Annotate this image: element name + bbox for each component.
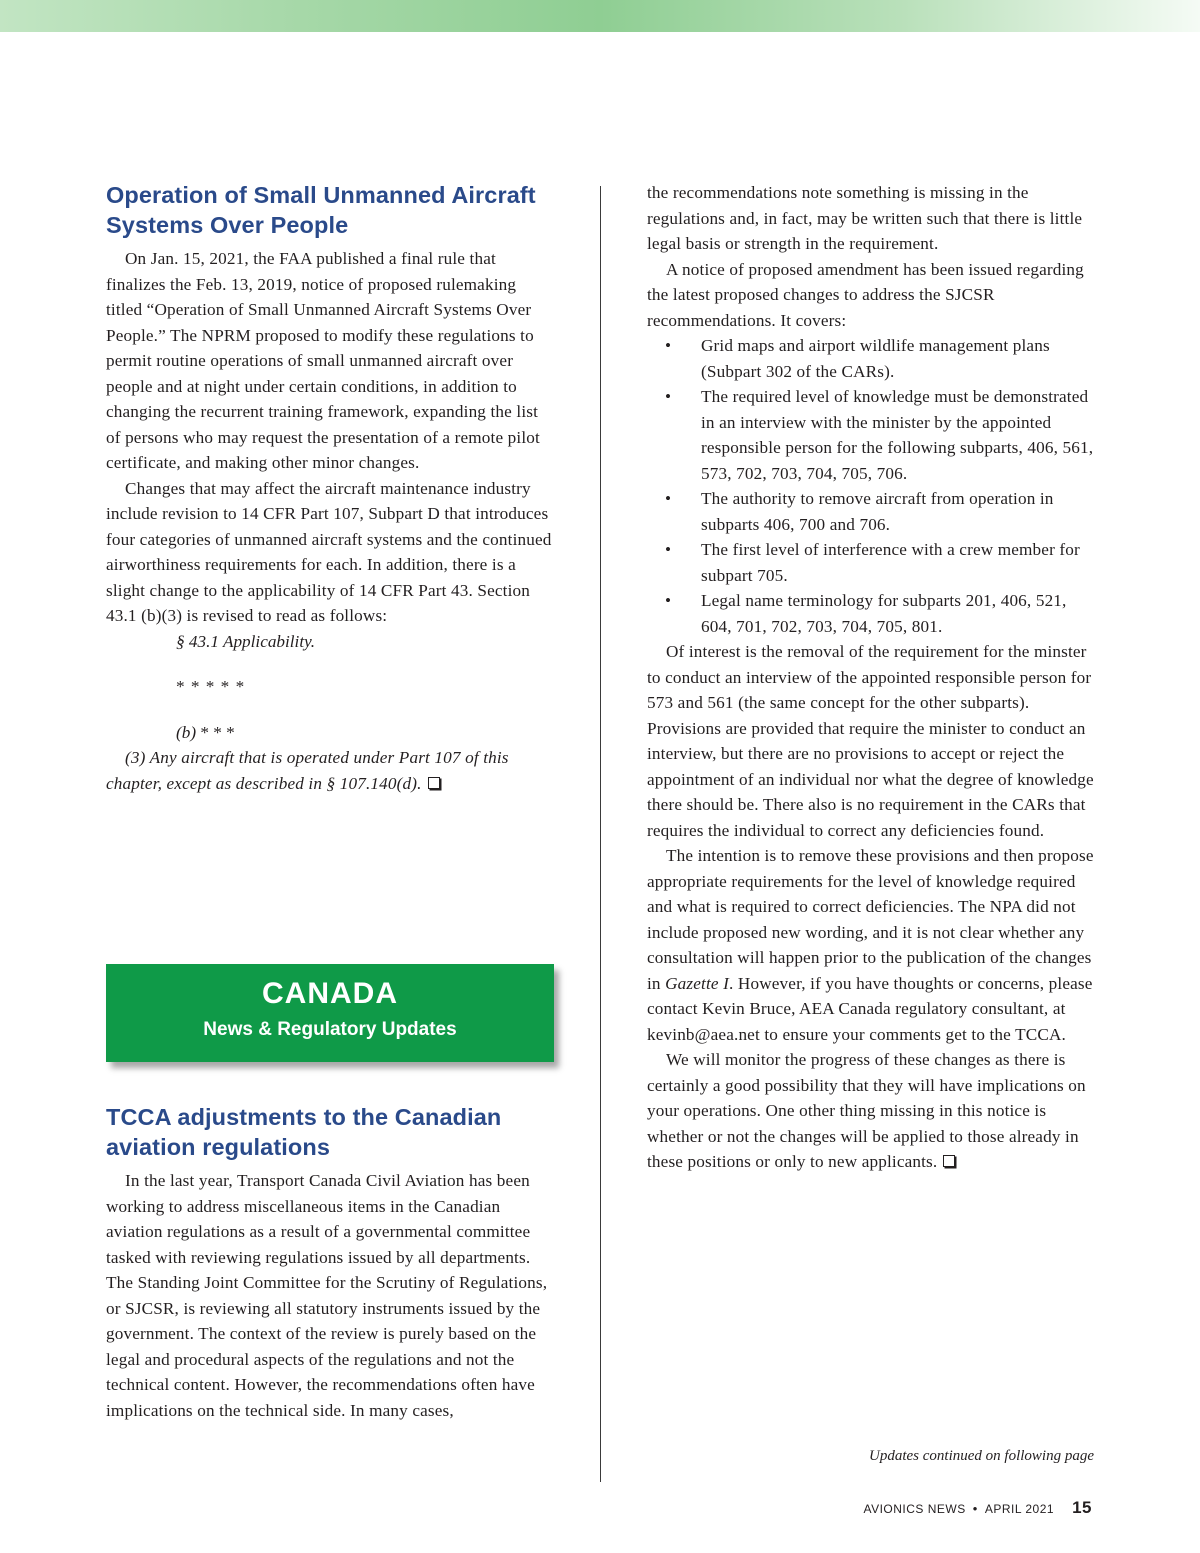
tcca-interest-paragraph: Of interest is the removal of the requirement for the minster to conduct an interview of the appointed responsible person for 573 and 561 (the same concept for the other subparts). Provisions are provided that require the minister to conduct an interview, but there are no provisions to accept or reject the appointment of an individual nor what the degree of knowledge there should be. There also is no requirement in the CARs that requires the individual to correct any deficiencies found. (647, 642, 1094, 840)
list-item: • Grid maps and airport wildlife management plans (Subpart 302 of the CARs). (647, 333, 1097, 384)
bullet-icon: • (665, 540, 672, 559)
faa-paragraph-1: On Jan. 15, 2021, the FAA published a final rule that finalizes the Feb. 13, 2019, notice of proposed rulemaking titled “Operation of Small Unmanned Aircraft Systems Over People.” The NPRM proposed to modify these regulations to permit routine operations of small unmanned aircraft over people and at night under certain conditions, in addition to changing the recurrent training framework, expanding the list of persons who may request the presentation of a remote pilot certificate, and making other minor changes. (106, 249, 540, 472)
issue-date: APRIL 2021 (984, 1502, 1055, 1516)
tcca-intention-paragraph: The intention is to remove these provisions and then propose appropriate requirements for the level of knowledge required and what is required to correct deficiencies. The NPA did not include proposed new wording, and it is not clear whether any consultation will happen prior to the publication of the changes in Gazette I. However, if you have thoughts or concerns, please contact Kevin Bruce, AEA Canada regulatory consultant, at kevinb@aea.net to ensure your comments get to the TCCA. (647, 846, 1094, 1044)
canada-banner-title: CANADA (262, 977, 398, 1010)
tcca-intro-paragraph: In the last year, Transport Canada Civil Aviation has been working to address miscellaneous items in the Canadian aviation regulations as a result of a governmental committee tasked with reviewing regulations issued by all departments. The Standing Joint Committee for the Scrutiny of Regulations, or SJCSR, is reviewing all statutory instruments issued by the government. The context of the review is purely based on the legal and procedural aspects of the regulations and not the technical content. However, the recommendations often have implications on the technical side. In many cases, (106, 1171, 548, 1420)
top-color-bar (0, 0, 1200, 32)
tcca-npa-paragraph: A notice of proposed amendment has been issued regarding the latest proposed changes to address the SJCSR recommendations. It covers: (647, 259, 1084, 330)
continued-note: Updates continued on following page (869, 1448, 1094, 1464)
page-footer (863, 1498, 1092, 1518)
tcca-article-continued (647, 180, 1097, 1175)
bullet-icon: • (665, 336, 672, 355)
faa-article-title: Operation of Small Unmanned Aircraft Systems Over People (106, 182, 536, 238)
bullet-icon: • (665, 387, 672, 406)
list-item: • The required level of knowledge must be demonstrated in an interview with the minister by the appointed responsible person for the following subparts, 406, 561, 573, 702, 703, 704, 705, 706. (647, 384, 1097, 486)
tcca-article-title: TCCA adjustments to the Canadian aviation regulations (106, 1104, 502, 1160)
tcca-continuation: the recommendations note something is missing in the regulations and, in fact, may be written such that there is little legal basis or strength in the requirement. (647, 183, 1083, 253)
canada-banner-subtitle: News & Regulatory Updates (203, 1019, 457, 1040)
column-divider (600, 186, 601, 1482)
regulation-closing (106, 745, 556, 796)
tcca-monitor-paragraph: We will monitor the progress of these changes as there is certainly a good possibility that they will have implications on your operations. One other thing missing in this notice is whether or not the changes will be applied to those already in these positions or only to new applicants. (647, 1050, 1086, 1171)
canada-banner (106, 964, 554, 1062)
list-item: • The first level of interference with a crew member for subpart 705. (647, 537, 1097, 588)
tcca-article-start (106, 1102, 556, 1423)
bullet-icon: • (665, 489, 672, 508)
regulation-b-line (176, 720, 556, 746)
publication-name: AVIONICS NEWS (863, 1502, 966, 1516)
b-label: (b) (176, 722, 197, 742)
b-stars: * * * (200, 722, 235, 742)
footer-bullet: • (972, 1501, 978, 1516)
npa-coverage-list (647, 333, 1097, 639)
regulation-quote-heading: § 43.1 Applicability. (176, 631, 316, 651)
gazette-title: Gazette I (665, 973, 729, 993)
closing-text: (3) Any aircraft that is operated under Part 107 of this chapter, except as described in § 107.140(d). (106, 748, 509, 793)
list-item: • Legal name terminology for subparts 201, 406, 521, 604, 701, 702, 703, 704, 705, 801. (647, 588, 1097, 639)
faa-article (106, 180, 556, 796)
bullet-icon: • (665, 591, 672, 610)
list-item: • The authority to remove aircraft from operation in subparts 406, 700 and 706. (647, 486, 1097, 537)
faa-paragraph-2: Changes that may affect the aircraft maintenance industry include revision to 14 CFR Part 107, Subpart D that introduces four categories of unmanned aircraft systems and the continued airworthiness requirements for each. In addition, there is a slight change to the applicability of 14 CFR Part 43. Section 43.1 (b)(3) is revised to read as follows: (106, 478, 552, 625)
end-mark-icon (943, 1155, 955, 1167)
page-number: 15 (1072, 1498, 1092, 1517)
end-mark-icon (428, 777, 440, 789)
regulation-stars: * * * * * (176, 677, 246, 696)
